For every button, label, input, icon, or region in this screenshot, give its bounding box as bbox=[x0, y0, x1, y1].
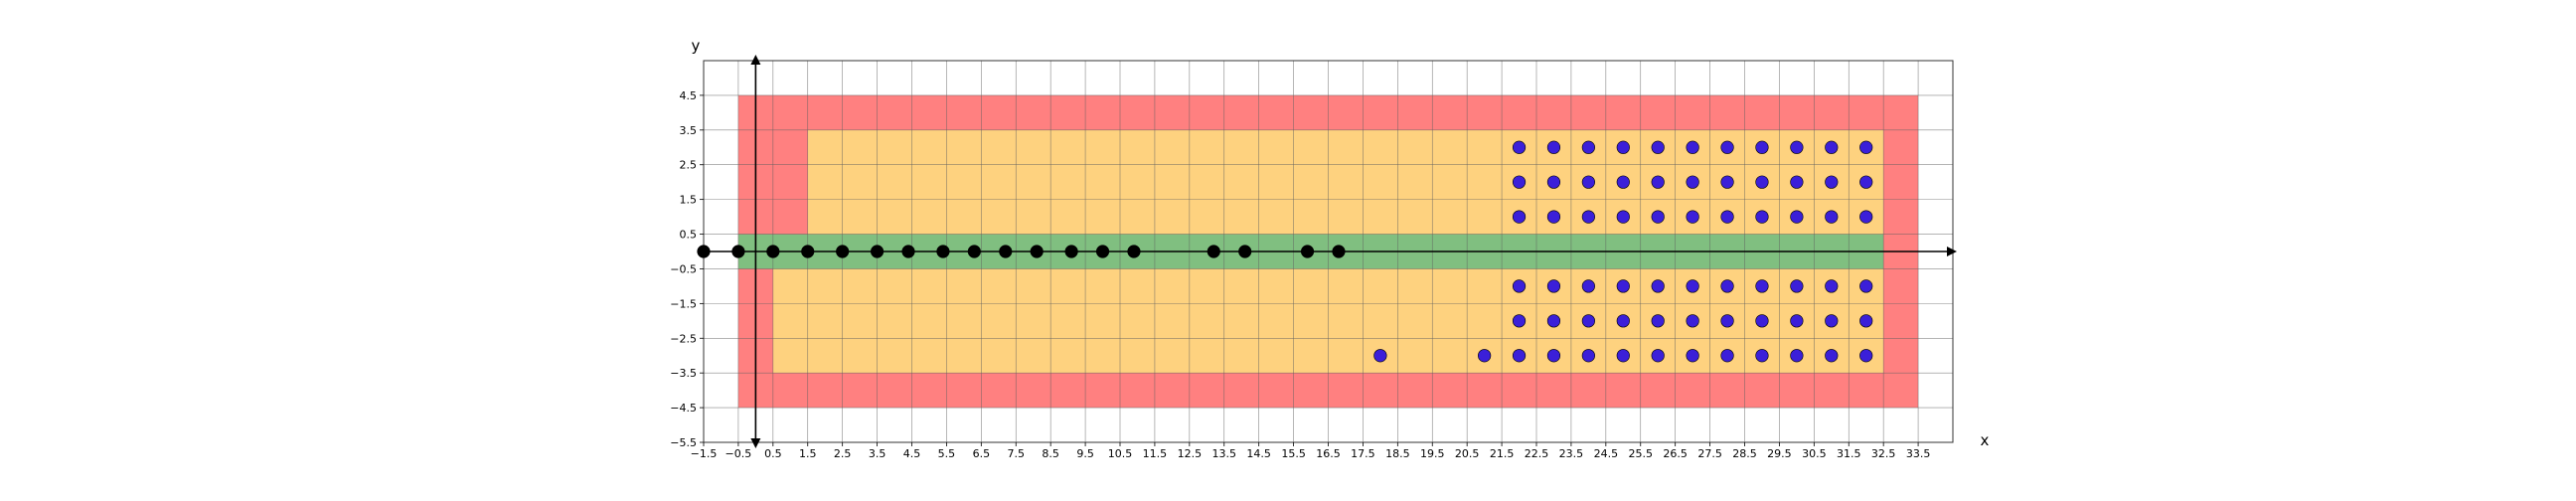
x-tick-label: 20.5 bbox=[1454, 447, 1480, 460]
x-tick-label: 23.5 bbox=[1558, 447, 1584, 460]
x-tick-label: 1.5 bbox=[799, 447, 817, 460]
x-tick-label: −1.5 bbox=[690, 447, 718, 460]
x-tick-label: 2.5 bbox=[833, 447, 852, 460]
point-path-points bbox=[871, 246, 884, 258]
point-lower-block bbox=[1825, 349, 1838, 362]
x-tick-label: 30.5 bbox=[1802, 447, 1827, 460]
point-lower-block bbox=[1791, 315, 1804, 328]
point-upper-block bbox=[1617, 176, 1630, 189]
y-tick-label: −1.5 bbox=[670, 297, 697, 311]
point-lower-block bbox=[1582, 280, 1595, 293]
x-tick-label: 14.5 bbox=[1246, 447, 1271, 460]
point-upper-block bbox=[1859, 211, 1872, 224]
x-tick-label: 21.5 bbox=[1489, 447, 1515, 460]
x-axis-arrow bbox=[1947, 247, 1957, 256]
point-upper-block bbox=[1582, 141, 1595, 154]
x-tick-label: 13.5 bbox=[1211, 447, 1236, 460]
x-tick-label: 26.5 bbox=[1663, 447, 1688, 460]
point-lower-block bbox=[1617, 280, 1630, 293]
point-lower-block bbox=[1513, 349, 1526, 362]
point-lower-block bbox=[1791, 349, 1804, 362]
point-lower-block bbox=[1825, 315, 1838, 328]
point-upper-block bbox=[1547, 141, 1560, 154]
x-tick-label: 16.5 bbox=[1316, 447, 1341, 460]
point-upper-block bbox=[1859, 176, 1872, 189]
point-path-points bbox=[1238, 246, 1251, 258]
x-tick-label: 28.5 bbox=[1732, 447, 1757, 460]
point-path-points bbox=[1208, 246, 1220, 258]
point-path-points bbox=[1333, 246, 1346, 258]
point-lower-block bbox=[1617, 315, 1630, 328]
x-tick-label: 10.5 bbox=[1107, 447, 1133, 460]
point-upper-block bbox=[1756, 176, 1769, 189]
point-lower-block bbox=[1756, 280, 1769, 293]
x-tick-label: 22.5 bbox=[1524, 447, 1549, 460]
y-tick-label: −0.5 bbox=[670, 262, 697, 276]
x-tick-label: 31.5 bbox=[1837, 447, 1861, 460]
point-path-points bbox=[1065, 246, 1078, 258]
x-axis-label: x bbox=[1980, 431, 1990, 449]
y-tick-label: 3.5 bbox=[679, 123, 697, 137]
point-upper-block bbox=[1617, 211, 1630, 224]
point-upper-block bbox=[1687, 176, 1699, 189]
point-upper-block bbox=[1652, 211, 1665, 224]
point-path-points bbox=[937, 246, 950, 258]
x-tick-label: 12.5 bbox=[1177, 447, 1203, 460]
x-tick-label: 0.5 bbox=[764, 447, 782, 460]
point-lower-block bbox=[1687, 315, 1699, 328]
point-upper-block bbox=[1582, 211, 1595, 224]
y-tick-label: −4.5 bbox=[670, 402, 697, 416]
point-path-points bbox=[1031, 246, 1044, 258]
point-lower-block bbox=[1652, 349, 1665, 362]
point-upper-block bbox=[1721, 211, 1734, 224]
x-tick-label: 15.5 bbox=[1281, 447, 1306, 460]
point-path-points bbox=[1301, 246, 1314, 258]
point-path-points bbox=[801, 246, 814, 258]
point-upper-block bbox=[1513, 141, 1526, 154]
x-tick-label: 7.5 bbox=[1007, 447, 1025, 460]
point-upper-block bbox=[1756, 211, 1769, 224]
y-tick-label: 4.5 bbox=[679, 88, 697, 102]
point-path-points bbox=[836, 246, 849, 258]
point-lower-block bbox=[1547, 349, 1560, 362]
point-lower-block bbox=[1547, 315, 1560, 328]
x-tick-label: 32.5 bbox=[1870, 447, 1896, 460]
point-path-points bbox=[1128, 246, 1141, 258]
point-upper-block bbox=[1756, 141, 1769, 154]
point-lower-block bbox=[1859, 349, 1872, 362]
y-tick-label: 2.5 bbox=[679, 158, 697, 172]
point-upper-block bbox=[1791, 211, 1804, 224]
y-tick-label: −5.5 bbox=[670, 436, 697, 449]
point-lower-block bbox=[1756, 315, 1769, 328]
point-upper-block bbox=[1825, 176, 1838, 189]
point-upper-block bbox=[1687, 211, 1699, 224]
point-lower-block bbox=[1513, 280, 1526, 293]
point-upper-block bbox=[1652, 176, 1665, 189]
x-tick-label: 33.5 bbox=[1905, 447, 1931, 460]
point-path-points bbox=[698, 246, 711, 258]
point-path-points bbox=[767, 246, 780, 258]
point-path-points bbox=[1096, 246, 1109, 258]
x-tick-label: 25.5 bbox=[1628, 447, 1653, 460]
point-lower-block bbox=[1687, 349, 1699, 362]
point-lower-block bbox=[1617, 349, 1630, 362]
point-lower-block bbox=[1721, 315, 1734, 328]
point-path-points bbox=[732, 246, 745, 258]
point-lower-block bbox=[1859, 280, 1872, 293]
point-lower-block bbox=[1652, 315, 1665, 328]
point-lower-block bbox=[1859, 315, 1872, 328]
point-lower-block bbox=[1825, 280, 1838, 293]
x-tick-label: 29.5 bbox=[1767, 447, 1792, 460]
point-upper-block bbox=[1825, 141, 1838, 154]
x-tick-label: 11.5 bbox=[1142, 447, 1168, 460]
x-tick-label: 6.5 bbox=[972, 447, 991, 460]
y-tick-label: −3.5 bbox=[670, 367, 697, 381]
x-tick-label: 18.5 bbox=[1385, 447, 1410, 460]
point-upper-block bbox=[1687, 141, 1699, 154]
point-upper-block bbox=[1547, 176, 1560, 189]
y-tick-label: 0.5 bbox=[679, 228, 697, 242]
point-lower-block bbox=[1756, 349, 1769, 362]
x-tick-label: 5.5 bbox=[937, 447, 956, 460]
point-lower-block bbox=[1478, 349, 1491, 362]
y-axis-arrow-up bbox=[750, 55, 760, 65]
point-lower-block bbox=[1582, 349, 1595, 362]
y-tick-label: −2.5 bbox=[670, 332, 697, 346]
point-upper-block bbox=[1791, 176, 1804, 189]
point-lower-block bbox=[1374, 349, 1387, 362]
x-tick-label: 3.5 bbox=[868, 447, 886, 460]
point-lower-block bbox=[1582, 315, 1595, 328]
x-tick-label: 27.5 bbox=[1697, 447, 1722, 460]
point-lower-block bbox=[1652, 280, 1665, 293]
point-lower-block bbox=[1721, 280, 1734, 293]
x-tick-label: 9.5 bbox=[1076, 447, 1094, 460]
x-tick-label: 17.5 bbox=[1351, 447, 1375, 460]
point-upper-block bbox=[1582, 176, 1595, 189]
y-tick-label: 1.5 bbox=[679, 193, 697, 207]
point-upper-block bbox=[1547, 211, 1560, 224]
point-upper-block bbox=[1721, 141, 1734, 154]
point-upper-block bbox=[1617, 141, 1630, 154]
point-path-points bbox=[999, 246, 1012, 258]
y-axis-label: y bbox=[691, 37, 701, 55]
point-upper-block bbox=[1513, 176, 1526, 189]
point-lower-block bbox=[1513, 315, 1526, 328]
x-tick-label: 4.5 bbox=[902, 447, 921, 460]
point-upper-block bbox=[1513, 211, 1526, 224]
point-upper-block bbox=[1791, 141, 1804, 154]
point-lower-block bbox=[1547, 280, 1560, 293]
point-lower-block bbox=[1721, 349, 1734, 362]
point-upper-block bbox=[1825, 211, 1838, 224]
point-lower-block bbox=[1791, 280, 1804, 293]
point-path-points bbox=[902, 246, 915, 258]
point-upper-block bbox=[1859, 141, 1872, 154]
x-tick-label: 24.5 bbox=[1593, 447, 1619, 460]
x-tick-label: −0.5 bbox=[724, 447, 752, 460]
y-axis-arrow-down bbox=[750, 438, 760, 448]
x-tick-label: 8.5 bbox=[1042, 447, 1059, 460]
point-lower-block bbox=[1687, 280, 1699, 293]
point-path-points bbox=[968, 246, 981, 258]
point-upper-block bbox=[1652, 141, 1665, 154]
x-tick-label: 19.5 bbox=[1420, 447, 1445, 460]
point-upper-block bbox=[1721, 176, 1734, 189]
